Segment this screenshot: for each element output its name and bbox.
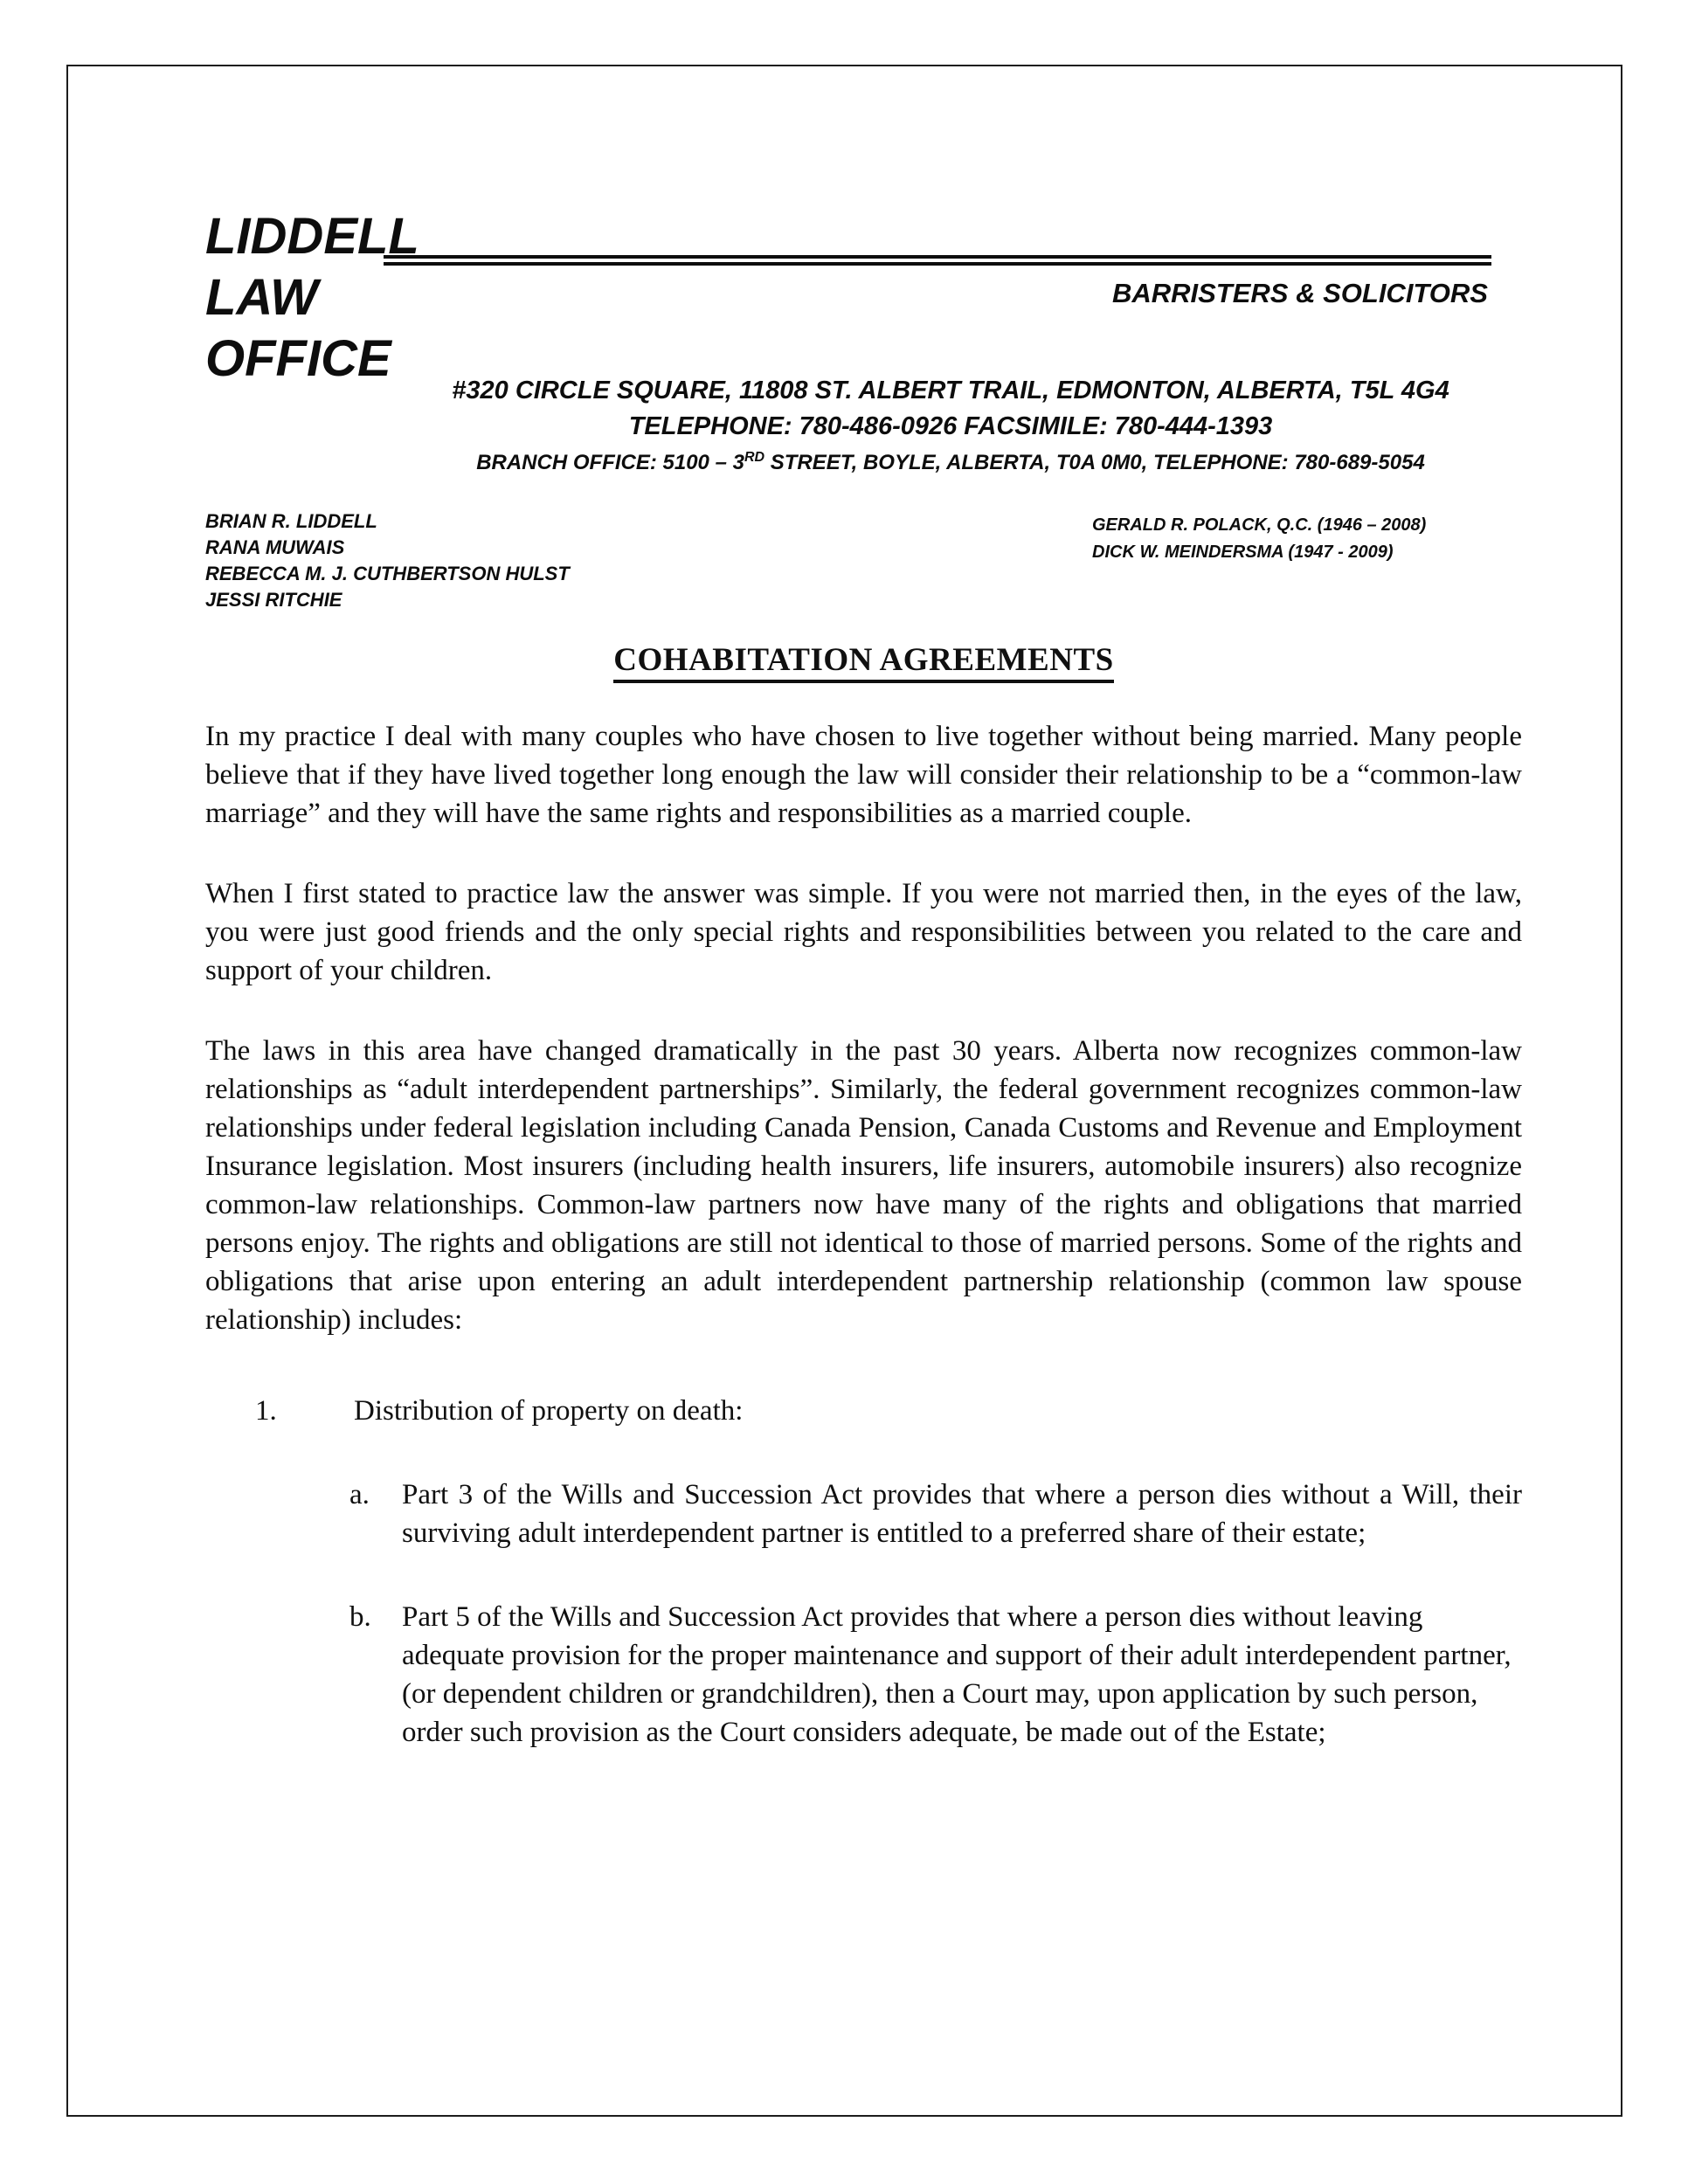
letterhead-double-rule	[384, 255, 1491, 266]
branch-office-line	[330, 450, 1571, 475]
document-body	[205, 641, 1522, 1752]
sub-item-text: Part 3 of the Wills and Succession Act provides that where a person dies without a Will, their surviving adult interdependent partner is entitled to a preferred share of their estate;	[402, 1479, 1522, 1549]
sub-item-b	[349, 1598, 1522, 1752]
address-line: #320 CIRCLE SQUARE, 11808 ST. ALBERT TRAIL, EDMONTON, ALBERTA, T5L 4G4	[452, 377, 1449, 404]
branch-office-ordinal: RD	[744, 450, 765, 465]
memorial-name: GERALD R. POLACK, Q.C. (1946 – 2008)	[1092, 515, 1427, 535]
numbered-item-marker: 1.	[255, 1395, 277, 1427]
paragraph-intro: In my practice I deal with many couples who have chosen to live together without being married. Many people believe that if they have lived together long enough the law will consider their relationship to be a “common-law marriage” and they will have the same rights and responsibilities as a married couple.	[205, 721, 1522, 829]
paragraph-history: When I first stated to practice law the answer was simple. If you were not married then, in the eyes of the law, you were just good friends and the only special rights and responsibilities between you related to the care and support of your children.	[205, 878, 1522, 986]
numbered-item-heading: Distribution of property on death:	[354, 1395, 744, 1427]
lawyer-names-left	[205, 508, 570, 613]
firm-logo-line: LAW	[205, 269, 318, 326]
sub-item-a	[349, 1476, 1522, 1552]
phone-fax-line: TELEPHONE: 780-486-0926 FACSIMILE: 780-444-1393	[628, 412, 1273, 440]
sub-item-marker: b.	[349, 1601, 371, 1633]
document-title-text: COHABITATION AGREEMENTS	[613, 642, 1113, 683]
memorial-name: DICK W. MEINDERSMA (1947 - 2009)	[1092, 543, 1394, 562]
firm-logo-line: OFFICE	[205, 330, 391, 387]
memorial-names-right	[1092, 512, 1426, 566]
branch-office-prefix: BRANCH OFFICE: 5100 – 3	[476, 451, 744, 474]
document-title	[205, 641, 1522, 681]
page-border	[66, 65, 1622, 2117]
sub-item-text: Part 5 of the Wills and Succession Act provides that where a person dies without leaving adequate provision for the proper maintenance and support of their adult interdependent partner, (or dependent children or grandchildren), then a Court may, upon application by such person, order such provision as the Court considers adequate, be made out of the Estate;	[402, 1601, 1512, 1748]
lawyer-name: REBECCA M. J. CUTHBERTSON HULST	[205, 563, 570, 584]
paragraph-law-changes: The laws in this area have changed dramatically in the past 30 years. Alberta now recognizes common-law relationships as “adult interdependent partnerships”. Similarly, the federal government recognizes common-law relationships under federal legislation including Canada Pension, Canada Customs and Revenue and Employment Insurance legislation. Most insurers (including health insurers, life insurers, automobile insurers) also recognize common-law relationships. Common-law partners now have many of the rights and obligations that married persons enjoy. The rights and obligations are still not identical to those of married persons. Some of the rights and obligations that arise upon entering an adult interdependent partnership relationship (common law spouse relationship) includes:	[205, 1035, 1522, 1336]
firm-tagline: BARRISTERS & SOLICITORS	[1111, 278, 1488, 308]
numbered-item-1	[255, 1392, 1522, 1430]
sub-item-marker: a.	[349, 1479, 370, 1510]
firm-logo-line: LIDDELL	[205, 208, 419, 265]
address-block	[330, 377, 1571, 475]
branch-office-suffix: STREET, BOYLE, ALBERTA, T0A 0M0, TELEPHONE: 780-689-5054	[764, 451, 1425, 474]
lawyer-name: JESSI RITCHIE	[205, 589, 342, 611]
lawyer-name: BRIAN R. LIDDELL	[205, 510, 377, 532]
lawyer-name: RANA MUWAIS	[205, 536, 345, 558]
firm-logo	[205, 206, 419, 390]
